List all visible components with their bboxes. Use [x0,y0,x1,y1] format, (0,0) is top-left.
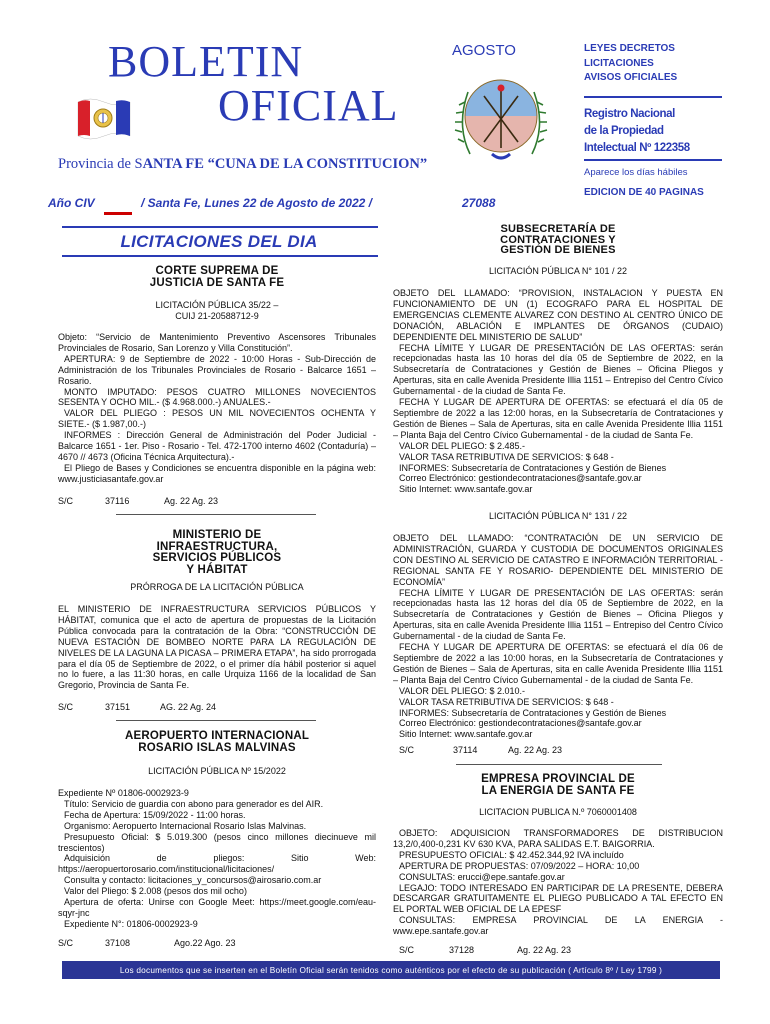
notice-paragraph: EL MINISTERIO DE INFRAESTRUCTURA SERVICIOS PÚBLICOS Y HÁBITAT, comunica que el acto de apertura de propuestas de la Licitación Pública convocada para la contratación de la Obra: “CONSTRUCCIÓN DE NUEVA ESTACIÓN DE BOMBEO NORTE PARA LA REGULACIÓN DE NIVELES DE LA LAGUNA LA PICASA – PRIMERA ETAPA”, ha sido prorrogada para el día 05 de Septiembre de 2022, o el primer día hábil posterior si aquel no lo fuere, a las 11:30 horas, en calle Urquiza 1166 de la localidad de San Gregorio, Provincia de Santa Fe. [58,604,376,691]
heading-line: INFRAESTRUCTURA, [156,540,278,553]
heading-line: LA ENERGIA DE SANTA FE [481,784,635,797]
notice-paragraph: Consulta y contacto: licitaciones_y_concursos@airosario.com.ar [64,875,322,886]
subheading-line: CUIJ 21-20588712-9 [175,311,259,321]
masthead-edicion: EDICION DE 40 PAGINAS [584,187,704,198]
ref-number: 37114 [453,745,478,755]
ref-dates: AG. 22 Ag. 24 [160,702,217,712]
masthead-title-oficial: OFICIAL [218,81,399,130]
section-rule-bottom [62,255,378,257]
ref-sc: S/C [399,945,415,955]
ref-dates: Ag. 22 Ag. 23 [164,496,219,506]
notice-body [393,533,723,740]
heading-line: CONTRATACIONES Y [500,233,616,246]
notice-paragraph: Valor del Pliego: $ 2.008 (pesos dos mil ocho) [64,886,247,897]
ref-number: 37151 [105,702,131,712]
notice-paragraph: VALOR DEL PLIEGO : PESOS UN MIL NOVECIENTOS OCHENTA Y SIETE.- ($ 1.987,00.-) [58,408,376,430]
notice-paragraph: INFORMES: Subsecretaría de Contrataciones y Gestión de Bienes [399,462,667,473]
ref-dates: Ag. 22 Ag. 23 [517,945,572,955]
notice-heading [58,266,376,289]
heading-line: GESTIÓN DE BIENES [500,244,616,256]
masthead-title-boletin: BOLETIN [108,37,304,86]
notice-body [58,332,376,485]
notice-paragraph: MONTO IMPUTADO: PESOS CUATRO MILLONES NOVECIENTOS SESENTA Y OCHO MIL.- ($ 4.968.000.-) ANUALES.- [58,386,376,408]
notice-paragraph: OBJETO: ADQUISICION TRANSFORMADORES DE DISTRIBUCION 13,2/0,400-0,231 KV 630 KVA, PARA SALIDAS E.T. BAIGORRIA. [393,828,723,849]
notice-paragraph: Correo Electrónico: gestiondecontrataciones@santafe.gov.ar [399,473,642,484]
heading-line: AEROPUERTO INTERNACIONAL [124,730,310,742]
heading-line: MINISTERIO DE [172,529,262,541]
notice-paragraph: Fecha de Apertura: 15/09/2022 - 11:00 horas. [64,809,246,820]
notice-paragraph: FECHA Y LUGAR DE APERTURA DE OFERTAS: se efectuará el día 06 de Septiembre de 2022 a las 10:00 horas, en la Subsecretaría de Contrataciones y Gestión de Bienes – Sala de Aperturas, sita en calle Avenida Presidente Illia 1151 – Planta Baja del Centro Cívico Gubernamental - de la ciudad de Santa Fe. [393,642,723,685]
masthead-rule-mid [584,159,722,161]
notice-body [58,788,376,930]
notice-heading [58,731,376,754]
notice-paragraph: Expediente N°: 01806-0002923-9 [64,918,198,929]
section-title-licitaciones: LICITACIONES DEL DIA [120,232,318,251]
santa-fe-flag-icon [76,92,132,144]
notice-paragraph: Adquisición de pliegos: Sitio Web: https://aeropuertorosario.com/institucional/licitaciones/ [58,853,376,875]
notice-paragraph: APERTURA: 9 de Septiembre de 2022 - 10:00 Horas - Sub-Dirección de Administración de los Tribunales Provinciales de Rosario - Balcarce 1651 – Rosario. [58,353,376,386]
notice-paragraph: VALOR DEL PLIEGO: $ 2.485.- [399,440,526,451]
notice-paragraph: OBJETO DEL LLAMADO: “CONTRATACIÓN DE UN SERVICIO DE ADMINISTRACIÓN, GUARDA Y CUSTODIA DE DOCUMENTOS ORIGINALES CON DESTINO AL SERVICIO DE CATASTRO E INFORMACIÓN TERRITORIAL -REGIONAL SANTA FE Y ROSARIO- DEPENDIENTE DEL MINISTERIO DE ECONOMÍA” [393,533,723,587]
section-rule-top [62,226,378,228]
notice-reference [393,945,723,957]
notice-paragraph: FECHA LÍMITE Y LUGAR DE PRESENTACIÓN DE LAS OFERTAS: serán recepcionadas hasta las 12 horas del día 05 de Septiembre de 2022, en la Subsecretaría de Contrataciones y Gestión de Bienes – Oficina Pliegos y Aperturas, sita en calle Avenida Presidente Illia 1151 – Entrepiso del Centro Cívico Gubernamental - de la ciudad de Santa Fe. [393,587,723,642]
subheading-line: LICITACIÓN PÚBLICA N° 101 / 22 [489,266,627,276]
notice-paragraph: VALOR TASA RETRIBUTIVA DE SERVICIOS: $ 648 - [399,451,614,462]
heading-line: ROSARIO ISLAS MALVINAS [138,741,296,754]
registro-line-1: Registro Nacional [584,108,675,120]
heading-line: SUBSECRETARÍA DE [500,223,616,235]
provincia-motto: ANTA FE “CUNA DE LA CONSTITUCION” [142,156,428,172]
masthead-provincia [58,156,427,173]
notice-paragraph: Título: Servicio de guardia con abono para generador es del AIR. [64,798,324,809]
notice-paragraph: Expediente Nº 01806-0002923-9 [58,788,189,798]
masthead-link-avisos: AVISOS OFICIALES [584,72,678,83]
notice-paragraph: El Pliego de Bases y Condiciones se encuentra disponible en la página web: www.justiciasantafe.gov.ar [58,462,376,484]
ref-number: 37128 [449,945,475,955]
notice-paragraph: Organismo: Aeropuerto Internacional Rosario Islas Malvinas. [64,820,307,831]
ref-sc: S/C [399,745,415,755]
notice-heading [58,530,376,576]
heading-line: SERVICIOS PÚBLICOS [152,552,282,564]
masthead-registro [584,106,690,157]
subheading-line: LICITACION PUBLICA N.º 7060001408 [479,807,637,817]
masthead-link-leyes: LEYES DECRETOS [584,43,675,54]
ref-sc: S/C [58,702,74,712]
masthead-sections-list [584,42,677,86]
notice-paragraph: INFORMES: Subsecretaría de Contrataciones y Gestión de Bienes [399,707,667,718]
notice-paragraph: Correo Electrónico: gestiondecontrataciones@santafe.gov.ar [399,718,642,729]
notice-body [393,828,723,937]
notice-subheading [58,582,376,593]
notice-paragraph: CONSULTAS: erucci@epe.santafe.gov.ar [399,871,565,882]
notice-paragraph: Sitio Internet: www.santafe.gov.ar [399,484,533,495]
heading-line: JUSTICIA DE SANTA FE [149,276,285,289]
notice-subheading [58,300,376,322]
issue-year: Año CIV [48,196,95,210]
provincia-prefix: Provincia de S [58,156,143,172]
subheading-line: LICITACIÓN PÚBLICA 35/22 – [155,300,279,310]
notice-paragraph: Presupuesto Oficial: $ 5.019.300 (pesos cinco millones diecinueve mil trescientos) [58,831,376,853]
notice-subheading: LICITACIÓN PÚBLICA N° 131 / 22 [489,511,627,521]
heading-line: CORTE SUPREMA DE [155,265,279,277]
ref-sc: S/C [58,496,74,506]
ref-dates: Ago.22 Ago. 23 [174,938,236,948]
notice-paragraph: FECHA LÍMITE Y LUGAR DE PRESENTACIÓN DE LAS OFERTAS: serán recepcionadas hasta las 10 horas del día 05 de Septiembre de 2022, en la Subsecretaría de Contrataciones y Gestión de Bienes – Oficina Pliegos y Aperturas, sita en calle Avenida Presidente Illia 1151 – Entrepiso del Centro Cívico Gubernamental - de la ciudad de Santa Fe. [393,342,723,397]
heading-line: EMPRESA PROVINCIAL DE [481,773,635,785]
masthead-month: AGOSTO [452,42,516,59]
notice-reference [393,745,723,757]
notice-paragraph: Apertura de oferta: Unirse con Google Meet: https://meet.google.com/eau-sqyr-jnc [58,897,376,918]
ref-number: 37108 [105,938,131,948]
notice-body [393,288,723,495]
notice-paragraph: FECHA Y LUGAR DE APERTURA DE OFERTAS: se efectuará el día 05 de Septiembre de 2022 a las 12:00 horas, en la Subsecretaría de Contrataciones y Gestión de Bienes – Sala de Aperturas, sita en calle Avenida Presidente Illia 1151 – Planta Baja del Centro Cívico Gubernamental - de la ciudad de Santa Fe. [393,397,723,440]
notice-paragraph: PRESUPUESTO OFICIAL: $ 42.452.344,92 IVA incluído [399,849,624,860]
notice-paragraph: Objeto: “Servicio de Mantenimiento Preventivo Ascensores Tribunales Provinciales de Rosario, San Lorenzo y Villa Constitución”. [58,332,376,353]
heading-line: Y HÁBITAT [186,563,248,576]
issue-number: 27088 [462,196,496,210]
notice-reference [58,702,376,714]
notice-paragraph: VALOR TASA RETRIBUTIVA DE SERVICIOS: $ 648 - [399,696,614,707]
notice-separator [456,764,662,765]
subheading-line: LICITACIÓN PÚBLICA Nº 15/2022 [148,766,286,776]
notice-paragraph: VALOR DEL PLIEGO: $ 2.010.- [399,685,526,696]
registro-line-2: de la Propiedad [584,125,664,137]
provincial-coat-of-arms-icon [448,62,554,168]
notice-body [58,604,376,691]
notice-paragraph: CONSULTAS: EMPRESA PROVINCIAL DE LA ENERGIA - www.epe.santafe.gov.ar [393,915,723,937]
notice-subheading [393,807,723,818]
notice-heading [393,224,723,256]
notice-separator [116,514,316,515]
ref-sc: S/C [58,938,74,948]
notice-paragraph: LEGAJO: TODO INTERESADO EN PARTICIPAR DE LA PRESENTE, DEBERA DESCARGAR GRATUITAMENTE EL PLIEGO PUBLICADO A TAL EFECTO EN EL PORTAL WEB OFICIAL DE LA EPESF [393,882,723,915]
issue-red-marker [104,212,132,215]
notice-separator [116,720,316,721]
masthead-link-licitaciones: LICITACIONES [584,57,654,69]
footer-legal-notice: Los documentos que se inserten en el Boletín Oficial serán tenidos como auténticos por el efecto de su publicación ( Artículo 8º / Ley 1799 ) [62,961,720,979]
masthead-dias-habiles: Aparece los días hábiles [584,167,688,178]
notice-paragraph: INFORMES : Dirección General de Administración del Poder Judicial - Balcarce 1651 - 1er. Piso - Rosario - Tel. 472-1700 interno 4602 (Contaduría) – 4670 // 4673 (Oficina Técnica Arquitectura).- [58,430,376,462]
notice-reference [58,496,376,508]
registro-line-3: Intelectual Nº 122358 [584,142,690,154]
subheading-line: PRÓRROGA DE LA LICITACIÓN PÚBLICA [130,582,304,592]
notice-subheading [58,766,376,777]
notice-subheading [393,266,723,277]
ref-number: 37116 [105,496,130,506]
notice-reference [58,938,376,950]
issue-date: / Santa Fe, Lunes 22 de Agosto de 2022 / [141,196,372,210]
ref-dates: Ag. 22 Ag. 23 [508,745,563,755]
notice-heading [393,774,723,797]
notice-paragraph: Sitio Internet: www.santafe.gov.ar [399,729,533,740]
notice-paragraph: OBJETO DEL LLAMADO: “PROVISION, INSTALACION Y PUESTA EN FUNCIONAMIENTO DE UN (1) ECOGRAFO PARA EL HOSPITAL DE EMERGENCIAS CLEMENTE ALVAREZ CON DESTINO AL CENTRO ÚNICO DE DONACIÓN, ABLACIÓN E IMPLANTES DE ÓRGANOS (CUDAIO) DEPENDIENTE DEL MINISTERIO DE SALUD” [393,288,723,342]
notice-paragraph: APERTURA DE PROPUESTAS: 07/09/2022 – HORA: 10,00 [399,860,640,871]
masthead-rule-top [584,96,722,98]
